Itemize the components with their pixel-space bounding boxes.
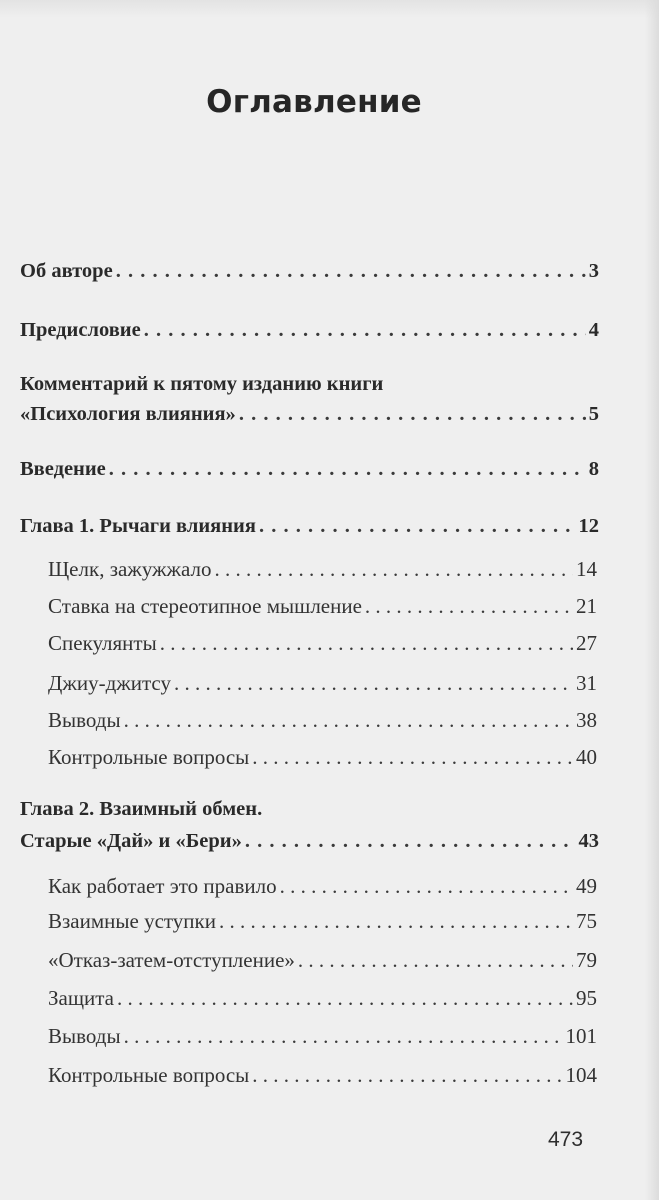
toc-entry-preface[interactable] xyxy=(20,318,599,342)
toc-entry-page: 40 xyxy=(576,745,597,769)
dot-leader xyxy=(117,986,573,1010)
toc-entry-page: 5 xyxy=(588,403,599,425)
toc-entry-chapter-1[interactable] xyxy=(20,514,599,538)
dot-leader xyxy=(252,745,573,769)
toc-entry-label: Предисловие xyxy=(20,319,141,341)
page-number: 473 xyxy=(548,1128,584,1151)
toc-entry-label: Щелк, зажужжало xyxy=(48,557,212,581)
toc-entry-page: 43 xyxy=(578,830,599,852)
toc-entry-label: Защита xyxy=(48,986,115,1010)
toc-subentry[interactable] xyxy=(48,909,597,933)
dot-leader xyxy=(219,909,573,933)
dot-leader xyxy=(116,259,586,283)
toc-entry-page: 49 xyxy=(576,874,597,898)
toc-entry-label: Выводы xyxy=(48,1024,121,1048)
toc-entry-page: 21 xyxy=(576,594,597,618)
toc-entry-page: 38 xyxy=(576,708,597,732)
toc-entry-label-line1: Комментарий к пятому изданию книги xyxy=(20,373,384,395)
dot-leader xyxy=(365,594,573,618)
toc-subentry[interactable] xyxy=(48,874,597,898)
dot-leader xyxy=(174,671,573,695)
toc-subentry[interactable] xyxy=(48,557,597,581)
toc-entry-page: 12 xyxy=(578,515,599,537)
toc-entry-commentary[interactable] xyxy=(20,372,599,426)
toc-entry-page: 3 xyxy=(588,260,599,282)
toc-subentry[interactable] xyxy=(48,948,597,972)
toc-entry-page: 75 xyxy=(576,909,597,933)
toc-entry-about-author[interactable] xyxy=(20,259,599,283)
dot-leader xyxy=(144,318,586,342)
toc-entry-label: Контрольные вопросы xyxy=(48,745,250,769)
dot-leader xyxy=(124,708,573,732)
dot-leader xyxy=(160,631,573,655)
toc-entry-page: 31 xyxy=(576,671,597,695)
toc-entry-page: 95 xyxy=(576,986,597,1010)
toc-subentry[interactable] xyxy=(48,745,597,769)
dot-leader xyxy=(239,402,586,426)
toc-subentry[interactable] xyxy=(48,1024,597,1048)
toc-entry-label: «Психология влияния» xyxy=(20,403,236,425)
toc-entry-label: «Отказ-затем-отступление» xyxy=(48,948,295,972)
toc-entry-label: Старые «Дай» и «Бери» xyxy=(20,830,242,852)
toc-entry-label: Глава 1. Рычаги влияния xyxy=(20,515,256,537)
toc-entry-label-line1: Глава 2. Взаимный обмен. xyxy=(20,798,263,820)
toc-entry-label: Как работает это правило xyxy=(48,874,277,898)
toc-entry-page: 27 xyxy=(576,631,597,655)
toc-entry-introduction[interactable] xyxy=(20,457,599,481)
toc-entry-page: 14 xyxy=(576,557,597,581)
dot-leader xyxy=(280,874,573,898)
dot-leader xyxy=(245,829,576,853)
toc-entry-label: Спекулянты xyxy=(48,631,157,655)
toc-subentry[interactable] xyxy=(48,594,597,618)
toc-subentry[interactable] xyxy=(48,671,597,695)
dot-leader xyxy=(259,514,576,538)
toc-entry-label: Ставка на стереотипное мышление xyxy=(48,594,362,618)
toc-entry-page: 4 xyxy=(588,319,599,341)
toc-entry-page: 101 xyxy=(565,1024,597,1048)
dot-leader xyxy=(252,1063,562,1087)
dot-leader xyxy=(298,948,573,972)
toc-entry-label: Об авторе xyxy=(20,260,113,282)
toc-subentry[interactable] xyxy=(48,986,597,1010)
toc-entry-label: Контрольные вопросы xyxy=(48,1063,250,1087)
toc-entry-label: Введение xyxy=(20,458,106,480)
toc-entry-chapter-2[interactable] xyxy=(20,797,599,853)
toc-entry-page: 79 xyxy=(576,948,597,972)
toc-entry-label: Джиу-джитсу xyxy=(48,671,171,695)
toc-entry-label: Взаимные уступки xyxy=(48,909,216,933)
toc-entry-label: Выводы xyxy=(48,708,121,732)
toc-subentry[interactable] xyxy=(48,708,597,732)
dot-leader xyxy=(215,557,573,581)
toc-subentry[interactable] xyxy=(48,1063,597,1087)
toc-entry-page: 104 xyxy=(565,1063,597,1087)
page-title: Оглавление xyxy=(206,84,422,120)
dot-leader xyxy=(109,457,586,481)
toc-subentry[interactable] xyxy=(48,631,597,655)
dot-leader xyxy=(124,1024,563,1048)
toc-entry-page: 8 xyxy=(588,458,599,480)
